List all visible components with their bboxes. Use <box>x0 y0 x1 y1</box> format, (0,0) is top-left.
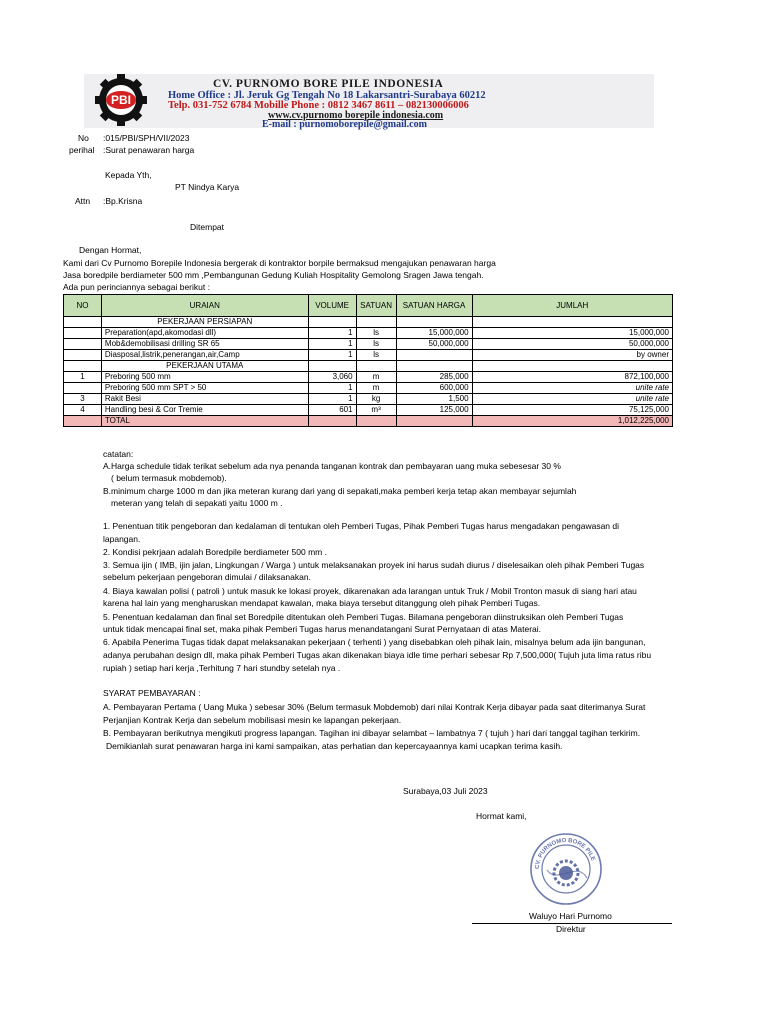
cell-no <box>64 328 102 339</box>
attn-value: :Bp.Krisna <box>103 196 143 206</box>
cell-harga <box>396 416 472 427</box>
company-name: CV. PURNOMO BORE PILE INDONESIA <box>213 78 444 90</box>
term-line: 4. Biaya kawalan polisi ( patroli ) untuk masuk ke lokasi proyek, dikarenakan ada larangan untuk Truk / Mobil Tronton masuk di siang hari atau <box>103 586 637 596</box>
section-label: PEKERJAAN UTAMA <box>101 361 308 372</box>
cell-uraian: Mob&demobilisasi drilling SR 65 <box>101 339 308 350</box>
cell-no: 3 <box>64 394 102 405</box>
intro-line-1: Kami dari Cv Purnomo Borepile Indonesia bergerak di kontraktor borpile bermaksud mengajukan penawaran harga <box>63 258 496 268</box>
cell-jumlah: 872,100,000 <box>472 372 672 383</box>
catatan-a1: A.Harga schedule tidak terikat sebelum ada nya penanda tanganan kontrak dan pembayaran uang muka sebesesar 30 % <box>103 461 561 471</box>
table-row <box>64 394 673 405</box>
cell-volume: 601 <box>308 405 356 416</box>
total-row <box>64 416 673 427</box>
company-phone: Telp. 031-752 6784 Mobille Phone : 0812 3467 8611 – 082130006006 <box>168 100 469 111</box>
cell-harga: 50,000,000 <box>396 339 472 350</box>
price-table <box>63 294 673 427</box>
cell-harga <box>396 350 472 361</box>
signatory-title: Direktur <box>556 924 586 934</box>
perihal-label: perihal <box>69 145 95 155</box>
no-value: :015/PBI/SPH/VII/2023 <box>103 133 190 143</box>
cell-uraian: Handling besi & Cor Tremie <box>101 405 308 416</box>
cell-satuan <box>356 317 396 328</box>
ditempat: Ditempat <box>190 222 225 232</box>
cell-satuan <box>356 416 396 427</box>
header-no: NO <box>64 295 102 317</box>
header-jumlah: JUMLAH <box>472 295 672 317</box>
greeting: Dengan Hormat, <box>79 245 142 255</box>
cell-harga <box>396 317 472 328</box>
total-value: 1,012,225,000 <box>472 416 672 427</box>
term-line: karena hal lain yang mengharuskan mendapat kawalan, maka biaya tersebut ditanggung oleh pihak Pemberi Tugas. <box>103 598 541 608</box>
cell-volume: 3,060 <box>308 372 356 383</box>
term-line: untuk tidak mencapai final set, maka pihak Pemberi Tugas harus menandatangani Surat Pernyataan di atas Materai. <box>103 624 542 634</box>
cell-volume <box>308 361 356 372</box>
cell-satuan: ls <box>356 339 396 350</box>
cell-satuan: ls <box>356 328 396 339</box>
table-row <box>64 339 673 350</box>
cell-jumlah <box>472 317 672 328</box>
cell-satuan: ls <box>356 350 396 361</box>
payment-a1: A. Pembayaran Pertama ( Uang Muka ) sebesar 30% (Belum termasuk Mobdemob) dari nilai Kontrak Kerja dibayar pada saat diterimanya Surat <box>103 702 646 712</box>
cell-no <box>64 317 102 328</box>
table-row <box>64 405 673 416</box>
cell-jumlah: unite rate <box>472 383 672 394</box>
term-line: rupiah ) setiap hari kerja ,Terhitung 7 hari stundby setelah nya . <box>103 663 341 673</box>
cell-jumlah <box>472 361 672 372</box>
cell-harga: 15,000,000 <box>396 328 472 339</box>
term-line: lapangan. <box>103 534 141 544</box>
cell-no <box>64 350 102 361</box>
table-body <box>64 317 673 427</box>
no-label: No <box>78 133 89 143</box>
logo-text: PBI <box>110 93 132 107</box>
table-row <box>64 328 673 339</box>
company-website[interactable]: www.cv.purnomo borepile indonesia.com <box>268 110 444 121</box>
term-line: 1. Penentuan titik pengeboran dan kedalaman di tentukan oleh Pemberi Tugas, Pihak Pemberi Tugas harus mengadakan pengawasan di <box>103 521 620 531</box>
header-satuan-harga: SATUAN HARGA <box>396 295 472 317</box>
cell-uraian: Preparation(apd,akomodasi dll) <box>101 328 308 339</box>
term-line: 3. Semua ijin ( IMB, ijin jalan, Lingkungan / Warga ) untuk melaksanakan proyek ini harus sudah diurus / diselesaikan oleh pihak Pemberi Tugas <box>103 560 645 570</box>
header-volume: VOLUME <box>308 295 356 317</box>
cell-harga: 285,000 <box>396 372 472 383</box>
company-stamp-icon <box>527 830 605 908</box>
cell-satuan: m <box>356 372 396 383</box>
cell-volume: 1 <box>308 339 356 350</box>
perihal-value: :Surat penawaran harga <box>103 145 195 155</box>
cell-harga: 125,000 <box>396 405 472 416</box>
attn-label: Attn <box>75 196 91 206</box>
cell-uraian: Diasposal,listrik,penerangan,air,Camp <box>101 350 308 361</box>
header-uraian: URAIAN <box>101 295 308 317</box>
catatan-b1: B.minimum charge 1000 m dan jika meteran kurang dari yang di sepakati,maka pemberi kerja tetap akan membayar sejumlah <box>103 486 577 496</box>
term-line: 6. Apabila Penerima Tugas tidak dapat melaksanakan pekerjaan ( terhenti ) yang disebabkan oleh pihak lain, misalnya belum ada ijin bangunan, <box>103 637 646 647</box>
cell-harga: 1,500 <box>396 394 472 405</box>
table-row <box>64 350 673 361</box>
cell-jumlah: 50,000,000 <box>472 339 672 350</box>
section-row <box>64 317 673 328</box>
table-row <box>64 383 673 394</box>
cell-uraian: Rakit Besi <box>101 394 308 405</box>
total-label: TOTAL <box>101 416 308 427</box>
cell-no <box>64 339 102 350</box>
intro-line-2: Jasa boredpile berdiameter 500 mm ,Pembangunan Gedung Kuliah Hospitality Gemolong Sragen Jawa tengah. <box>63 270 484 280</box>
catatan-title: catatan: <box>103 449 134 459</box>
place-date: Surabaya,03 Juli 2023 <box>403 786 488 796</box>
cell-volume <box>308 416 356 427</box>
cell-uraian: Preboring 500 mm SPT > 50 <box>101 383 308 394</box>
cell-volume <box>308 317 356 328</box>
cell-harga: 600,000 <box>396 383 472 394</box>
payment-b1: B. Pembayaran berikutnya mengikuti progress lapangan. Tagihan ini dibayar selambat – lambatnya 7 ( tujuh ) hari dari tanggal tagihan terkirim. <box>103 728 641 738</box>
cell-no <box>64 383 102 394</box>
payment-closing: Demikianlah surat penawaran harga ini kami sampaikan, atas perhatian dan kepercayaannya kami ucapkan terima kasih. <box>106 741 563 751</box>
cell-satuan: m³ <box>356 405 396 416</box>
cell-no <box>64 361 102 372</box>
recipient: PT Nindya Karya <box>175 182 240 192</box>
cell-volume: 1 <box>308 383 356 394</box>
section-label: PEKERJAAN PERSIAPAN <box>101 317 308 328</box>
section-row <box>64 361 673 372</box>
term-line: sebelum pekerjaan pengeboran dimulai / dilaksanakan. <box>103 572 311 582</box>
company-logo-icon <box>88 74 158 126</box>
signatory-name: Waluyo Hari Purnomo <box>529 911 612 921</box>
catatan-a2: ( belum termasuk mobdemob). <box>111 473 227 483</box>
table-row <box>64 372 673 383</box>
cell-volume: 1 <box>308 328 356 339</box>
cell-harga <box>396 361 472 372</box>
stamp-text: CV. PURNOMO BORE PILE <box>534 837 596 870</box>
intro-line-3: Ada pun perinciannya sebagai berikut : <box>63 282 210 292</box>
kepada: Kepada Yth, <box>105 170 152 180</box>
cell-satuan: m <box>356 383 396 394</box>
cell-jumlah: unite rate <box>472 394 672 405</box>
regards: Hormat kami, <box>476 811 527 821</box>
term-line: adanya perubahan design dll, maka pihak Pemberi Tugas akan dikenakan biaya idle time perhari sebesar Rp 7,500,000( Tujuh juta lima ratus ribu <box>103 650 652 660</box>
cell-satuan <box>356 361 396 372</box>
payment-a2: Perjanjian Kontrak Kerja dan sebelum mobilisasi mesin ke lapangan pekerjaan. <box>103 715 402 725</box>
company-email[interactable]: E-mail : purnomoborepile@gmail.com <box>262 119 427 130</box>
term-line: 2. Kondisi pekrjaan adalah Boredpile berdiameter 500 mm . <box>103 547 327 557</box>
table-header-row <box>64 295 673 317</box>
header-satuan: SATUAN <box>356 295 396 317</box>
cell-volume: 1 <box>308 350 356 361</box>
company-address: Home Office : Jl. Jeruk Gg Tengah No 18 Lakarsantri-Surabaya 60212 <box>168 90 486 101</box>
cell-jumlah: by owner <box>472 350 672 361</box>
cell-jumlah: 75,125,000 <box>472 405 672 416</box>
cell-volume: 1 <box>308 394 356 405</box>
cell-no: 4 <box>64 405 102 416</box>
cell-uraian: Preboring 500 mm <box>101 372 308 383</box>
cell-no <box>64 416 102 427</box>
catatan-b2: meteran yang telah di sepakati yaitu 1000 m . <box>111 498 283 508</box>
cell-satuan: kg <box>356 394 396 405</box>
term-line: 5. Penentuan kedalaman dan final set Boredpile ditentukan oleh Pemberi Tugas. Bilamana pengeboran diinstruksikan oleh Pemberi Tugas <box>103 612 624 622</box>
cell-no: 1 <box>64 372 102 383</box>
payment-title: SYARAT PEMBAYARAN : <box>103 688 201 698</box>
cell-jumlah: 15,000,000 <box>472 328 672 339</box>
